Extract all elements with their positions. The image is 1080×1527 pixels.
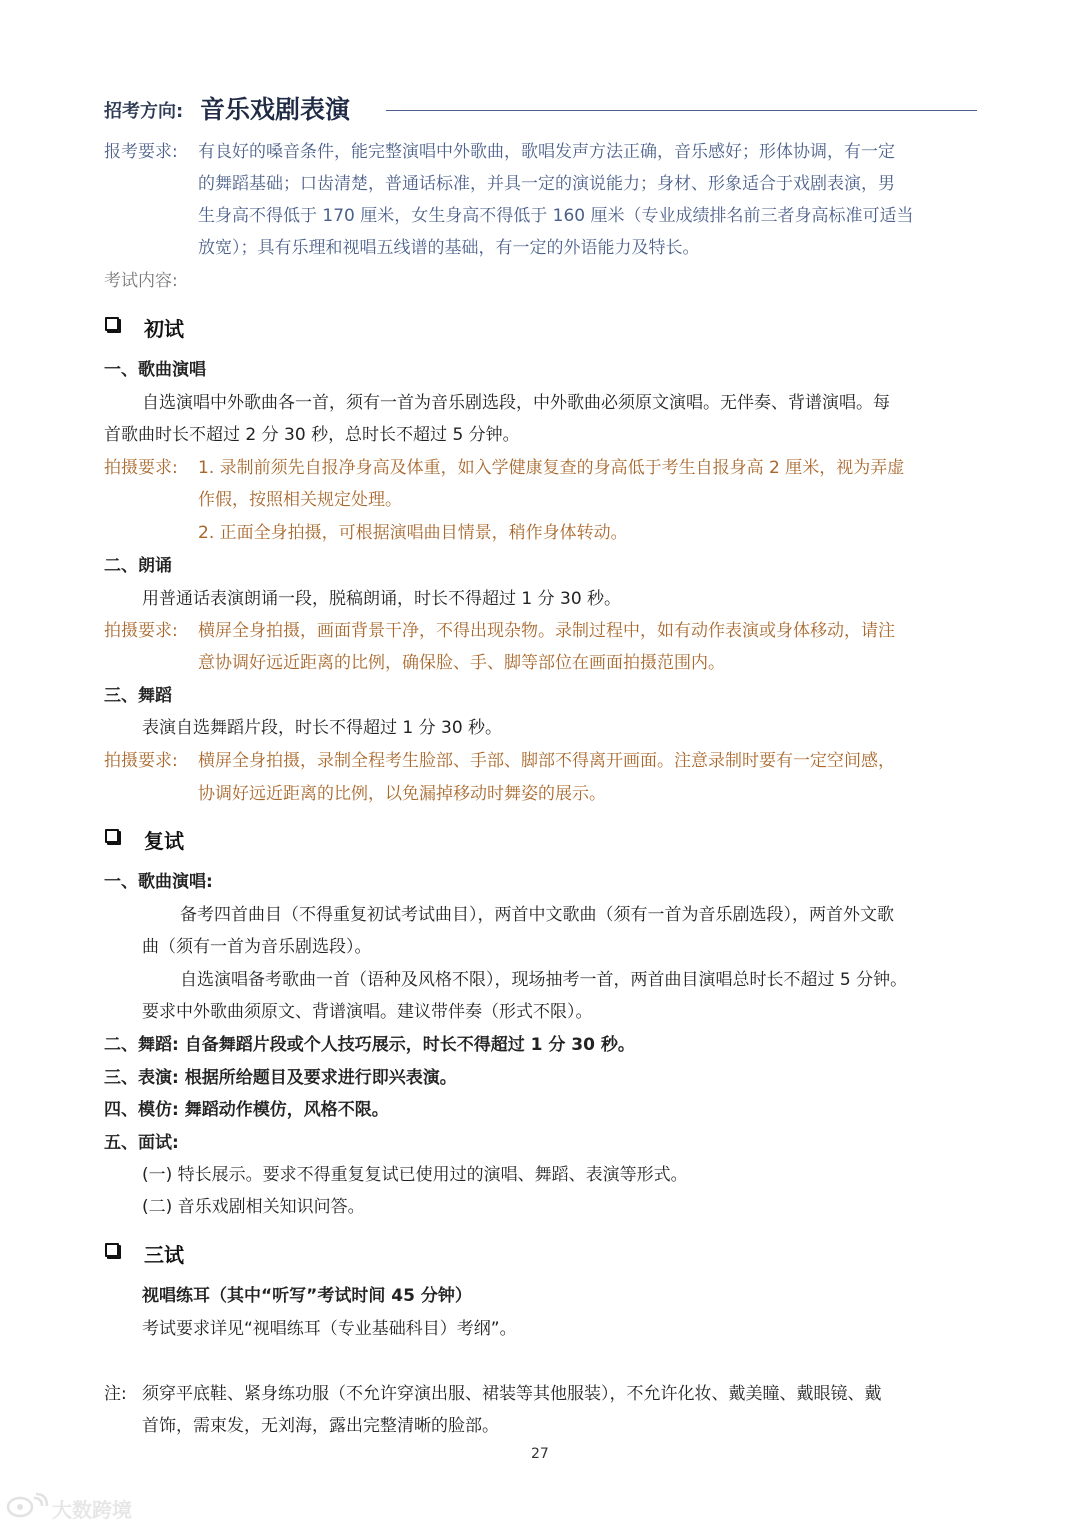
round1-dance-shoot-label: 拍摄要求: — [104, 751, 178, 771]
round3-line: 考试要求详见“视唱练耳（专业基础科目）考纲”。 — [142, 1319, 517, 1339]
requirements-label: 报考要求: — [104, 142, 178, 162]
round1-dance-line: 表演自选舞蹈片段，时长不得超过 1 分 30 秒。 — [142, 718, 503, 738]
round1-dance-shoot-line: 横屏全身拍摄，录制全程考生脸部、手部、脚部不得离开画面。注意录制时要有一定空间感， — [198, 751, 895, 771]
checkbox-bullet-icon — [105, 317, 119, 331]
round2-perform-item: 三、表演: 根据所给题目及要求进行即兴表演。 — [104, 1068, 457, 1088]
round2-song-line: 曲（须有一首为音乐剧选段）。 — [142, 937, 372, 957]
title-rule — [386, 110, 977, 111]
round3-heading: 视唱练耳（其中“听写”考试时间 45 分钟） — [142, 1286, 472, 1306]
round2-interview-line: (二) 音乐戏剧相关知识问答。 — [142, 1197, 365, 1217]
round1-recite-shoot-line: 意协调好远近距离的比例，确保脸、手、脚等部位在画面拍摄范围内。 — [198, 653, 725, 673]
round1-song-line: 首歌曲时长不超过 2 分 30 秒，总时长不超过 5 分钟。 — [104, 425, 520, 445]
page-title: 音乐戏剧表演 — [200, 95, 351, 124]
round1-dance-heading: 三、舞蹈 — [104, 686, 172, 706]
round1-recite-shoot-label: 拍摄要求: — [104, 621, 178, 641]
requirements-line: 放宽）；具有乐理和视唱五线谱的基础，有一定的外语能力及特长。 — [198, 238, 700, 258]
checkbox-bullet-icon — [105, 1243, 119, 1257]
note-label: 注: — [104, 1384, 127, 1404]
round1-song-shoot-line: 1. 录制前须先自报净身高及体重，如入学健康复查的身高低于考生自报身高 2 厘米，视为弄虚 — [198, 458, 905, 478]
note-line: 须穿平底鞋、紧身练功服（不允许穿演出服、裙装等其他服装），不允许化妆、戴美瞳、戴眼镜、戴 — [142, 1384, 882, 1404]
round1-song-shoot-line: 2. 正面全身拍摄，可根据演唱曲目情景，稍作身体转动。 — [198, 523, 628, 543]
round1-song-heading: 一、歌曲演唱 — [104, 360, 206, 380]
round1-song-shoot-label: 拍摄要求: — [104, 458, 178, 478]
round1-song-shoot-line: 作假，按照相关规定处理。 — [198, 490, 402, 510]
round2-interview-heading: 五、面试: — [104, 1133, 179, 1153]
round2-song-line: 自选演唱备考歌曲一首（语种及风格不限），现场抽考一首，两首曲目演唱总时长不超过 5 分钟。 — [180, 970, 908, 990]
weibo-logo-icon — [6, 1492, 50, 1518]
note-line: 首饰，需束发，无刘海，露出完整清晰的脸部。 — [142, 1416, 499, 1436]
round1-recite-shoot-line: 横屏全身拍摄，画面背景干净，不得出现杂物。录制过程中，如有动作表演或身体移动，请注 — [198, 621, 895, 641]
round1-song-line: 自选演唱中外歌曲各一首，须有一首为音乐剧选段，中外歌曲必须原文演唱。无伴奏、背谱演唱。每 — [142, 393, 890, 413]
round3-title: 三试 — [144, 1243, 184, 1267]
watermark-text: 大数跨境 — [52, 1498, 132, 1522]
requirements-line: 的舞蹈基础；口齿清楚，普通话标准，并具一定的演说能力；身材、形象适合于戏剧表演，男 — [198, 174, 895, 194]
page-number: 27 — [531, 1446, 549, 1462]
requirements-line: 有良好的嗓音条件，能完整演唱中外歌曲，歌唱发声方法正确，音乐感好；形体协调，有一定 — [198, 142, 895, 162]
round1-recite-heading: 二、朗诵 — [104, 556, 172, 576]
round2-imitate-item: 四、模仿: 舞蹈动作模仿，风格不限。 — [104, 1100, 389, 1120]
round1-dance-shoot-line: 协调好远近距离的比例，以免漏掉移动时舞姿的展示。 — [198, 784, 606, 804]
round2-song-line: 要求中外歌曲须原文、背谱演唱。建议带伴奏（形式不限）。 — [142, 1002, 593, 1022]
exam-content-label: 考试内容: — [104, 271, 178, 291]
round2-song-line: 备考四首曲目（不得重复初试考试曲目），两首中文歌曲（须有一首为音乐剧选段），两首外文歌 — [180, 905, 894, 925]
requirements-line: 生身高不得低于 170 厘米，女生身高不得低于 160 厘米（专业成绩排名前三者身高标准可适当 — [198, 206, 914, 226]
checkbox-bullet-icon — [105, 829, 119, 843]
round2-song-heading: 一、歌曲演唱: — [104, 872, 213, 892]
direction-label: 招考方向: — [104, 101, 184, 122]
round1-title: 初试 — [144, 317, 184, 341]
round2-dance-item: 二、舞蹈: 自备舞蹈片段或个人技巧展示，时长不得超过 1 分 30 秒。 — [104, 1035, 635, 1055]
round1-recite-line: 用普通话表演朗诵一段，脱稿朗诵，时长不得超过 1 分 30 秒。 — [142, 589, 622, 609]
round2-interview-line: (一) 特长展示。要求不得重复复试已使用过的演唱、舞蹈、表演等形式。 — [142, 1165, 688, 1185]
round2-title: 复试 — [144, 829, 184, 853]
